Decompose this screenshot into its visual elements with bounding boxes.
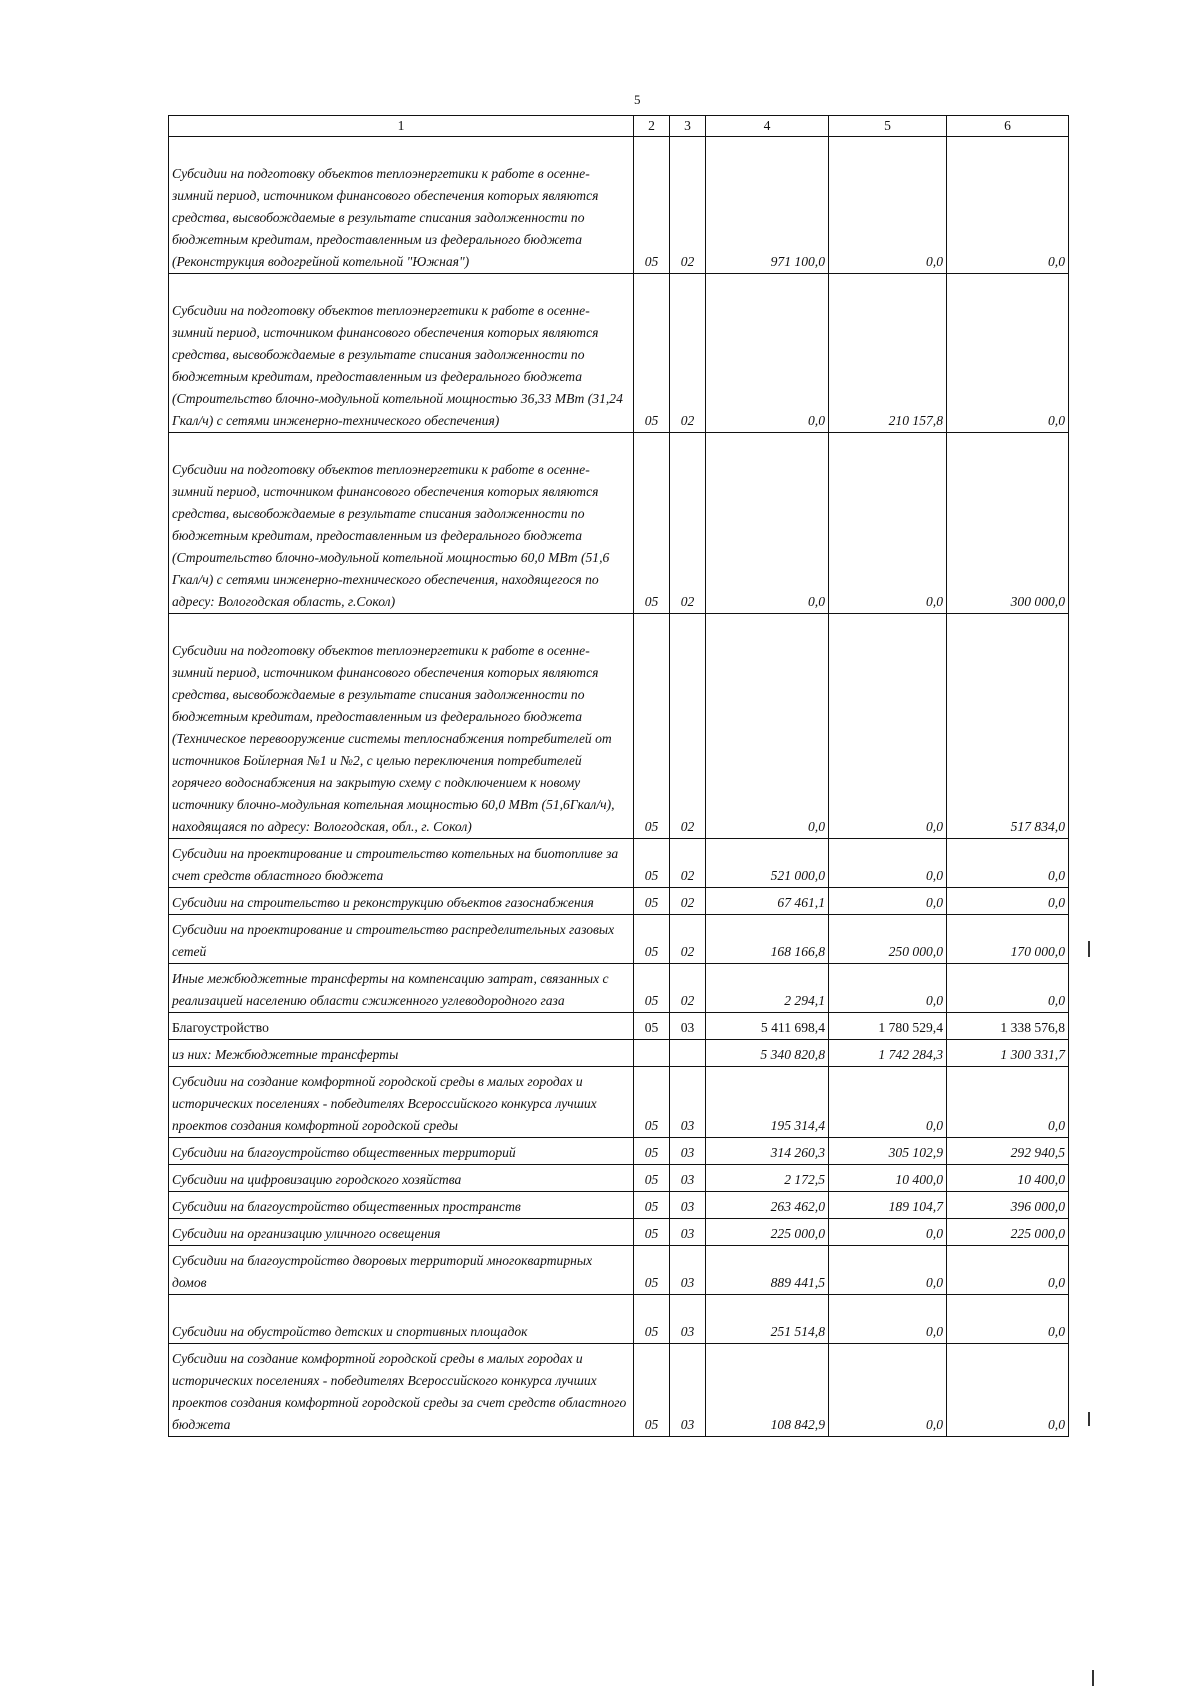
amount-col4: 108 842,9 <box>706 1344 829 1437</box>
row-description: Субсидии на благоустройство дворовых территорий многоквартирных домов <box>169 1246 634 1295</box>
table-row <box>169 964 1069 1013</box>
amount-col6: 0,0 <box>947 839 1069 888</box>
subsection-code: 03 <box>670 1013 706 1040</box>
amount-col6: 396 000,0 <box>947 1192 1069 1219</box>
section-code: 05 <box>634 839 670 888</box>
row-description: Субсидии на благоустройство общественных пространств <box>169 1192 634 1219</box>
column-header: 2 <box>634 116 670 137</box>
amount-col6: 292 940,5 <box>947 1138 1069 1165</box>
section-code <box>634 1040 670 1067</box>
table-row <box>169 1165 1069 1192</box>
amount-col4: 168 166,8 <box>706 915 829 964</box>
row-description: из них: Межбюджетные трансферты <box>169 1040 634 1067</box>
table-row <box>169 1295 1069 1344</box>
row-description: Иные межбюджетные трансферты на компенсацию затрат, связанных с реализацией населению области сжиженного углеводородного газа <box>169 964 634 1013</box>
section-code: 05 <box>634 1165 670 1192</box>
subsection-code: 03 <box>670 1192 706 1219</box>
section-code: 05 <box>634 1138 670 1165</box>
row-description: Субсидии на подготовку объектов теплоэнергетики к работе в осенне-зимний период, источником финансового обеспечения которых являются средства, высвобождаемые в результате списания задолженности по бюджетным кредитам, предоставленным из федерального бюджета (Строительство блочно-модульной котельной мощностью 60,0 МВт (51,6 Гкал/ч) с сетями инженерно-технического обеспечения, находящегося по адресу: Вологодская область, г.Сокол) <box>169 433 634 614</box>
subsection-code: 02 <box>670 915 706 964</box>
subsection-code: 02 <box>670 839 706 888</box>
subsection-code: 02 <box>670 964 706 1013</box>
table-header-row <box>169 116 1069 137</box>
amount-col4: 5 411 698,4 <box>706 1013 829 1040</box>
amount-col4: 0,0 <box>706 274 829 433</box>
row-description: Субсидии на создание комфортной городской среды в малых городах и исторических поселениях - победителях Всероссийского конкурса лучших проектов создания комфортной городской среды за счет средств областного бюджета <box>169 1344 634 1437</box>
budget-table <box>168 115 1069 1437</box>
row-description: Субсидии на подготовку объектов теплоэнергетики к работе в осенне-зимний период, источником финансового обеспечения которых являются средства, высвобождаемые в результате списания задолженности по бюджетным кредитам, предоставленным из федерального бюджета (Техническое перевооружение системы теплоснабжения потребителей от источников Бойлерная №1 и №2, с целью переключения потребителей горячего водоснабжения на закрытую схему с подключением к новому источнику блочно-модульная котельная мощностью 60,0 МВт (51,6Гкал/ч), находящаяся по адресу: Вологодская, обл., г. Сокол) <box>169 614 634 839</box>
amount-col4: 2 294,1 <box>706 964 829 1013</box>
amount-col5: 0,0 <box>829 614 947 839</box>
table-row <box>169 888 1069 915</box>
amount-col5: 0,0 <box>829 137 947 274</box>
row-description: Субсидии на организацию уличного освещения <box>169 1219 634 1246</box>
amount-col6: 0,0 <box>947 1067 1069 1138</box>
amount-col5: 0,0 <box>829 1344 947 1437</box>
subsection-code: 02 <box>670 888 706 915</box>
amount-col6: 10 400,0 <box>947 1165 1069 1192</box>
row-description: Субсидии на обустройство детских и спортивных площадок <box>169 1295 634 1344</box>
subsection-code: 02 <box>670 433 706 614</box>
page-number: 5 <box>634 92 641 107</box>
subsection-code: 03 <box>670 1138 706 1165</box>
section-code: 05 <box>634 274 670 433</box>
amount-col4: 5 340 820,8 <box>706 1040 829 1067</box>
subsection-code: 03 <box>670 1067 706 1138</box>
section-code: 05 <box>634 1013 670 1040</box>
amount-col4: 67 461,1 <box>706 888 829 915</box>
section-code: 05 <box>634 1192 670 1219</box>
amount-col5: 1 742 284,3 <box>829 1040 947 1067</box>
section-code: 05 <box>634 1219 670 1246</box>
amount-col6: 0,0 <box>947 1344 1069 1437</box>
section-code: 05 <box>634 614 670 839</box>
amount-col5: 250 000,0 <box>829 915 947 964</box>
table-row <box>169 839 1069 888</box>
subsection-code: 02 <box>670 137 706 274</box>
amount-col5: 0,0 <box>829 1246 947 1295</box>
amount-col6: 0,0 <box>947 1246 1069 1295</box>
table-row-total <box>169 1013 1069 1040</box>
amount-col4: 0,0 <box>706 433 829 614</box>
column-header: 5 <box>829 116 947 137</box>
amount-col4: 521 000,0 <box>706 839 829 888</box>
table-row <box>169 1138 1069 1165</box>
table-row <box>169 1192 1069 1219</box>
section-code: 05 <box>634 1067 670 1138</box>
amount-col6: 225 000,0 <box>947 1219 1069 1246</box>
table-row <box>169 137 1069 274</box>
subsection-code: 03 <box>670 1344 706 1437</box>
table-row <box>169 433 1069 614</box>
subsection-code: 02 <box>670 274 706 433</box>
table-row <box>169 915 1069 964</box>
amount-col4: 195 314,4 <box>706 1067 829 1138</box>
amount-col5: 0,0 <box>829 964 947 1013</box>
column-header: 1 <box>169 116 634 137</box>
amount-col5: 0,0 <box>829 1219 947 1246</box>
row-description: Субсидии на благоустройство общественных территорий <box>169 1138 634 1165</box>
table-row <box>169 1344 1069 1437</box>
amount-col4: 225 000,0 <box>706 1219 829 1246</box>
amount-col5: 189 104,7 <box>829 1192 947 1219</box>
amount-col5: 0,0 <box>829 1295 947 1344</box>
amount-col6: 0,0 <box>947 137 1069 274</box>
subsection-code <box>670 1040 706 1067</box>
amount-col5: 305 102,9 <box>829 1138 947 1165</box>
amount-col6: 1 338 576,8 <box>947 1013 1069 1040</box>
amount-col5: 210 157,8 <box>829 274 947 433</box>
table-row <box>169 614 1069 839</box>
amount-col6: 300 000,0 <box>947 433 1069 614</box>
amount-col4: 263 462,0 <box>706 1192 829 1219</box>
amount-col5: 0,0 <box>829 839 947 888</box>
amount-col6: 517 834,0 <box>947 614 1069 839</box>
section-code: 05 <box>634 1295 670 1344</box>
section-code: 05 <box>634 915 670 964</box>
amount-col4: 889 441,5 <box>706 1246 829 1295</box>
row-description: Субсидии на проектирование и строительство котельных на биотопливе за счет средств областного бюджета <box>169 839 634 888</box>
amount-col4: 971 100,0 <box>706 137 829 274</box>
amount-col4: 314 260,3 <box>706 1138 829 1165</box>
amount-col6: 1 300 331,7 <box>947 1040 1069 1067</box>
row-description: Субсидии на подготовку объектов теплоэнергетики к работе в осенне-зимний период, источником финансового обеспечения которых являются средства, высвобождаемые в результате списания задолженности по бюджетным кредитам, предоставленным из федерального бюджета (Строительство блочно-модульной котельной мощностью 36,33 МВт (31,24 Гкал/ч) с сетями инженерно-технического обеспечения) <box>169 274 634 433</box>
amount-col6: 0,0 <box>947 274 1069 433</box>
subsection-code: 02 <box>670 614 706 839</box>
table-row <box>169 1067 1069 1138</box>
amount-col6: 0,0 <box>947 888 1069 915</box>
table-row <box>169 274 1069 433</box>
section-code: 05 <box>634 964 670 1013</box>
section-code: 05 <box>634 1344 670 1437</box>
amount-col5: 1 780 529,4 <box>829 1013 947 1040</box>
subsection-code: 03 <box>670 1246 706 1295</box>
row-description: Субсидии на создание комфортной городской среды в малых городах и исторических поселениях - победителях Всероссийского конкурса лучших проектов создания комфортной городской среды <box>169 1067 634 1138</box>
table-row-subtotal <box>169 1040 1069 1067</box>
amount-col5: 10 400,0 <box>829 1165 947 1192</box>
section-code: 05 <box>634 137 670 274</box>
subsection-code: 03 <box>670 1165 706 1192</box>
section-code: 05 <box>634 888 670 915</box>
subsection-code: 03 <box>670 1219 706 1246</box>
amount-col4: 0,0 <box>706 614 829 839</box>
scan-mark <box>1088 941 1090 957</box>
section-code: 05 <box>634 433 670 614</box>
amount-col6: 0,0 <box>947 964 1069 1013</box>
row-description: Благоустройство <box>169 1013 634 1040</box>
column-header: 4 <box>706 116 829 137</box>
scan-mark <box>1092 1670 1094 1686</box>
scan-mark <box>1088 1412 1090 1426</box>
amount-col6: 0,0 <box>947 1295 1069 1344</box>
amount-col5: 0,0 <box>829 433 947 614</box>
amount-col4: 251 514,8 <box>706 1295 829 1344</box>
row-description: Субсидии на цифровизацию городского хозяйства <box>169 1165 634 1192</box>
amount-col6: 170 000,0 <box>947 915 1069 964</box>
table-row <box>169 1219 1069 1246</box>
amount-col4: 2 172,5 <box>706 1165 829 1192</box>
subsection-code: 03 <box>670 1295 706 1344</box>
amount-col5: 0,0 <box>829 1067 947 1138</box>
row-description: Субсидии на подготовку объектов теплоэнергетики к работе в осенне-зимний период, источником финансового обеспечения которых являются средства, высвобождаемые в результате списания задолженности по бюджетным кредитам, предоставленным из федерального бюджета (Реконструкция водогрейной котельной "Южная") <box>169 137 634 274</box>
table-row <box>169 1246 1069 1295</box>
amount-col5: 0,0 <box>829 888 947 915</box>
row-description: Субсидии на проектирование и строительство распределительных газовых сетей <box>169 915 634 964</box>
column-header: 3 <box>670 116 706 137</box>
section-code: 05 <box>634 1246 670 1295</box>
column-header: 6 <box>947 116 1069 137</box>
row-description: Субсидии на строительство и реконструкцию объектов газоснабжения <box>169 888 634 915</box>
